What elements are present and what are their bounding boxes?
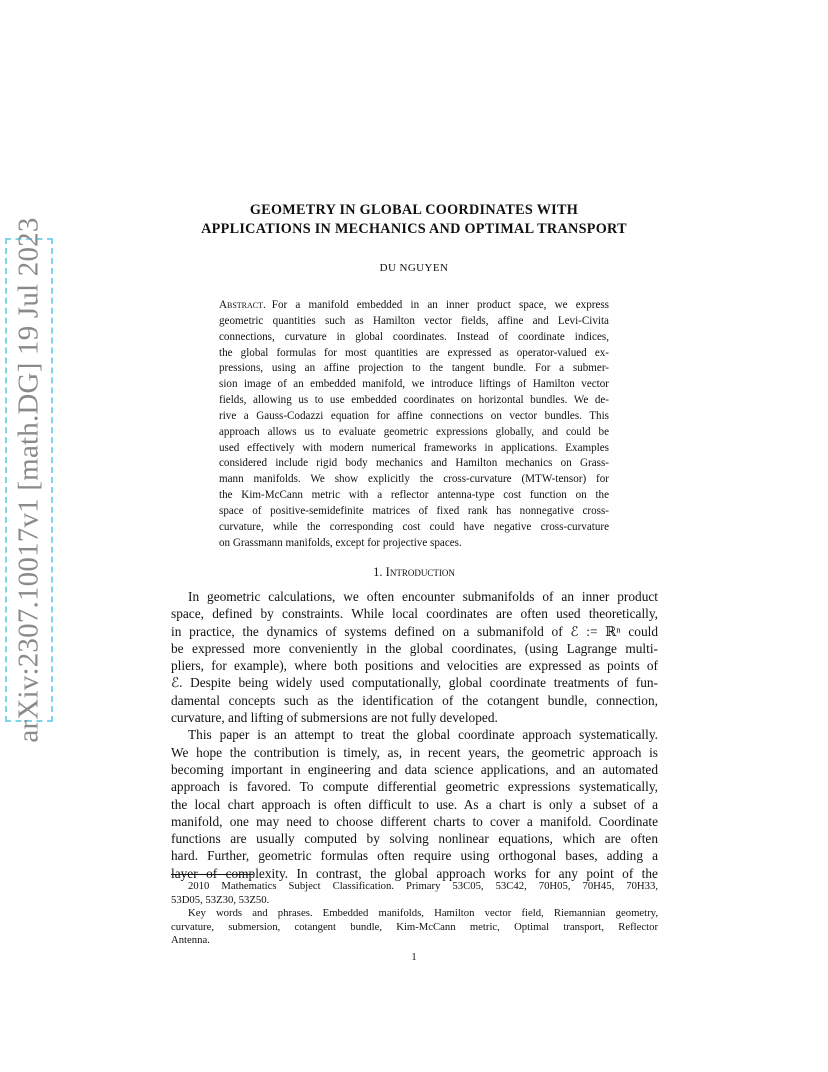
abstract-line: considered include rigid body mechanics and Hamilton mechanics on Grass-: [219, 457, 609, 470]
body-line: ℰ. Despite being widely used computationally, global coordinate treatments of fun-: [171, 675, 658, 691]
body-line: This paper is an attempt to treat the global coordinate approach systematically.: [188, 727, 658, 743]
section-title: Introduction: [385, 565, 455, 579]
footnote-msc-line: 53D05, 53Z30, 53Z50.: [171, 893, 270, 906]
footnote-rule: [171, 874, 253, 875]
abstract-line: curvature, while the corresponding cost could have negative cross-curvature: [219, 520, 609, 533]
body-line: functions are usually computed by solving nonlinear equations, which are often: [171, 831, 658, 847]
abstract-line: space of positive-semidefinite matrices of fixed rank has nonnegative cross-: [219, 504, 609, 517]
body-line: pliers, for example), where both positions and velocities are expressed as points of: [171, 658, 658, 674]
section-heading: [140, 565, 688, 580]
abstract-label: Abstract.: [219, 299, 266, 311]
body-line: We hope the contribution is timely, as, in recent years, the geometric approach is: [171, 744, 658, 760]
abstract-line-text: For a manifold embedded in an inner product space, we express: [271, 299, 609, 311]
body-line: the local chart approach is often difficult to use. As a chart is only a subset of a: [171, 796, 658, 812]
body-line: layer of complexity. In contrast, the global approach works for any point of the: [171, 865, 658, 881]
arxiv-stamp: [5, 217, 53, 743]
footnote-keywords-line: Key words and phrases. Embedded manifolds, Hamilton vector field, Riemannian geometry,: [188, 907, 658, 919]
body-line: be expressed more conveniently in the global coordinates, (using Lagrange multi-: [171, 640, 658, 656]
body-line: space, defined by constraints. While local coordinates are often used theoretically,: [171, 606, 658, 622]
body-line: curvature, and lifting of submersions are not fully developed.: [171, 710, 498, 726]
introduction-body: [171, 588, 658, 882]
body-line: approach is favored. To compute differential geometric expressions systematically,: [171, 779, 658, 795]
body-line: manifold, one may need to choose different charts to cover a manifold. Coordinate: [171, 813, 658, 829]
abstract-line: sion image of an embedded manifold, we introduce liftings of Hamilton vector: [219, 378, 609, 391]
abstract-line: geometric quantities such as Hamilton vector fields, affine and Levi-Civita: [219, 314, 609, 327]
abstract-line: pressions, using an affine projection to the tangent bundle. For a submer-: [219, 362, 609, 375]
paper-title: [140, 201, 688, 239]
abstract: [219, 298, 609, 552]
abstract-line: the global formulas for most quantities are expressed as operator-valued ex-: [219, 346, 609, 359]
body-line: becoming important in engineering and data science applications, and an automated: [171, 761, 658, 777]
page-number: 1: [411, 952, 417, 963]
abstract-line: the Kim-McCann metric with a reflector antenna-type cost function on the: [219, 489, 609, 502]
abstract-line: used effectively with modern numerical frameworks in applications. Examples: [219, 441, 609, 454]
body-line: In geometric calculations, we often encounter submanifolds of an inner product: [188, 589, 658, 604]
body-line: damental concepts such as the identification of the cotangent bundle, connection,: [171, 692, 658, 708]
abstract-line: on Grassmann manifolds, except for projective spaces.: [219, 536, 462, 549]
author: DU NGUYEN: [379, 262, 449, 274]
title-line: GEOMETRY IN GLOBAL COORDINATES WITH: [249, 202, 579, 218]
abstract-line: connections, curvature in global coordinates. Instead of coordinate indices,: [219, 330, 609, 343]
footnote-keywords-line: curvature, submersion, cotangent bundle, Kim-McCann metric, Optimal transport, Reflector: [171, 920, 658, 933]
body-line: hard. Further, geometric formulas often require using orthogonal bases, adding a: [171, 848, 658, 864]
body-line: in practice, the dynamics of systems defined on a submanifold of ℰ := ℝⁿ could: [171, 623, 658, 639]
title-line: APPLICATIONS IN MECHANICS AND OPTIMAL TRANSPORT: [201, 221, 627, 237]
abstract-line: mann manifolds. We show explicitly the cross-curvature (MTW-tensor) for: [219, 473, 609, 486]
abstract-line: rive a Gauss-Codazzi equation for affine connections on vector bundles. This: [219, 409, 609, 422]
footnotes: [171, 880, 658, 948]
abstract-line: fields, allowing us to use embedded coordinates on horizontal bundles. We de-: [219, 394, 609, 407]
footnote-msc-line: 2010 Mathematics Subject Classification. Primary 53C05, 53C42, 70H05, 70H45, 70H33,: [188, 880, 658, 892]
abstract-line: approach allows us to evaluate geometric expressions globally, and could be: [219, 425, 609, 438]
abstract-line: [219, 298, 609, 314]
section-number: 1.: [373, 565, 383, 579]
footnote-keywords-line: Antenna.: [171, 934, 210, 946]
arxiv-stamp-text: arXiv:2307.10017v1 [math.DG] 19 Jul 2023: [12, 217, 45, 743]
